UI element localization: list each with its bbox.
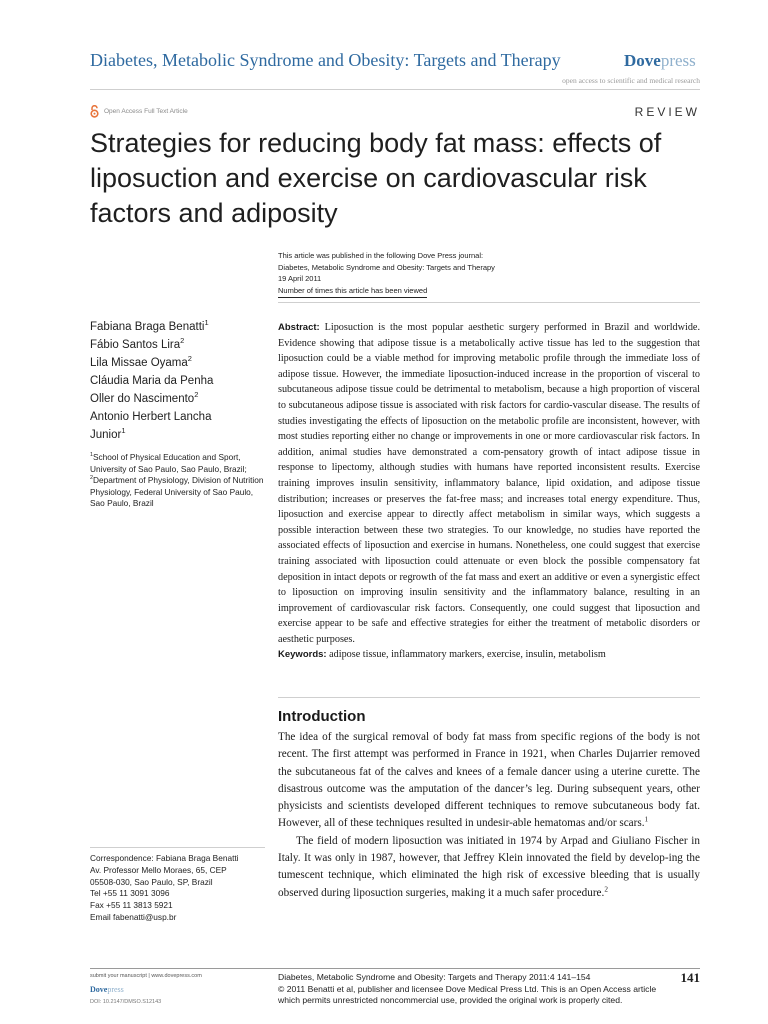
publication-info-line: This article was published in the following Dove Press journal: <box>278 251 484 260</box>
correspondence-line: Av. Professor Mello Moraes, 65, CEP <box>90 864 227 875</box>
section-divider <box>278 697 700 698</box>
author-name: Cláudia Maria da Penha <box>90 375 214 387</box>
journal-title[interactable]: Diabetes, Metabolic Syndrome and Obesity: Targets and Therapy <box>90 50 561 70</box>
abstract <box>278 320 700 663</box>
open-access-icon <box>90 105 99 118</box>
publisher-logo-bold: Dove <box>624 51 661 70</box>
keywords-label: Keywords: <box>278 649 327 661</box>
abstract-text: Liposuction is the most popular aesthetic surgery performed in Brazil and worldwide. Evidence showing that adipose tissue is a metabolically active tissue has led to the suggestion that liposuction could be a viable method for improving metabolic profile through the immediate loss of adipose tissue. However, the immediate liposuction-induced increase in the proportion of visceral to subcutaneous adipose tissue could be detrimental to metabolism, because a high proportion of visceral to subcutaneous adipose tissue is associated with risk factors for cardio-vascular disease. The results of studies investigating the effects of liposuction on the metabolic profile are inconsistent, however, with most studies reporting either no change or improvements in one or more cardiovascular risk factors. In addition, animal studies have demonstrated a com-pensatory growth of intact adipose tissue in response to lipectomy, although studies with humans have reported inconsistent results. Exercise training improves insulin sensitivity, inflammatory balance, lipid oxidation, and adipose tissue distribution; increases or preserves the fat-free mass; and increases total energy expenditure. Thus, liposuction and exercise appear to directly affect metabolism in similar ways, which suggests a possible interaction between these two strategies. To our knowledge, no studies have reported the associated effects of liposuction and exercise in humans. Nonetheless, one could suggest that exercise training associated with liposuction could attenuate or even block the possible compensatory fat deposition in intact depots or regrowth of the fat mass and exert an additive or even a synergistic effect to liposuction on improving insulin sensitivity and the inflammatory balance, resulting in an improvement of cardiovascular risk factors. Consequently, one could suggest that liposuction and exercise appear to be safe and effective strategies for either the treatment of metabolic disorders or aesthetic purposes. <box>278 322 700 645</box>
publisher-tagline: open access to scientific and medical research <box>562 76 700 85</box>
correspondence-line: Tel +55 11 3091 3096 <box>90 888 170 899</box>
correspondence-divider <box>90 847 265 848</box>
citation-line: Diabetes, Metabolic Syndrome and Obesity: Targets and Therapy 2011:4 141–154 <box>278 972 591 982</box>
affiliation-text: Department of Physiology, Division of Nutrition Physiology, Federal University of Sao Paulo, Sao Paulo, Brazil <box>90 475 264 508</box>
doi[interactable]: DOI: 10.2147/DMSO.S12143 <box>90 999 162 1005</box>
citation-ref[interactable]: 2 <box>604 884 608 893</box>
body-paragraph: The field of modern liposuction was initiated in 1974 by Arpad and Giuliano Fischer in Italy. It was only in 1987, however, that Jeffrey Klein innovated the field by develop-ing the tumescent technique, which eliminated the high risk of excessive bleeding that is usually observed during liposuction surgeries, making it a much safer procedure.$^2$ <box>278 834 700 899</box>
author-name: Oller do Nascimento$^2$ <box>90 390 199 405</box>
publication-info <box>278 250 578 298</box>
article-type: REVIEW <box>634 105 700 119</box>
author-name: Antonio Herbert Lancha <box>90 411 212 423</box>
correspondence-line: Correspondence: Fabiana Braga Benatti <box>90 853 239 863</box>
correspondence <box>90 853 270 924</box>
author-affiliations <box>90 452 265 510</box>
author-name: Junior$^1$ <box>90 426 126 441</box>
abstract-paragraph <box>278 320 700 647</box>
affiliation-marker: 2 <box>90 475 93 482</box>
author-name: Lila Missae Oyama$^2$ <box>90 354 192 369</box>
article-title: Strategies for reducing body fat mass: effects of liposuction and exercise on cardiovascular risk factors and adiposity <box>90 128 662 228</box>
open-access-label: Open Access Full Text Article <box>104 108 188 115</box>
keywords <box>278 647 700 663</box>
correspondence-line: 05508-030, Sao Paulo, SP, Brazil <box>90 876 213 887</box>
page-number: 141 <box>680 970 700 985</box>
author-name: Fabiana Braga Benatti$^1$ <box>90 318 209 333</box>
publisher-logo[interactable] <box>624 51 696 71</box>
introduction-body <box>278 729 700 902</box>
footer-divider <box>90 968 700 969</box>
open-access-badge <box>90 105 188 118</box>
affiliation-text: School of Physical Education and Sport, University of Sao Paulo, Sao Paulo, Brazil; <box>90 452 247 474</box>
publisher-logo-light: press <box>660 51 696 70</box>
keywords-text: adipose tissue, inflammatory markers, exercise, insulin, metabolism <box>329 649 606 661</box>
views-link[interactable]: Number of times this article has been viewed <box>278 285 427 299</box>
citation-ref[interactable]: 1 <box>644 815 649 824</box>
publication-date: 19 April 2011 <box>278 274 322 283</box>
publication-info-journal: Diabetes, Metabolic Syndrome and Obesity: Targets and Therapy <box>278 262 495 272</box>
footer-logo[interactable]: Dovepress <box>90 985 124 994</box>
body-paragraph: The idea of the surgical removal of body fat mass from specific regions of the body is not recent. The first attempt was performed in France in 1921, when Charles Dujarrier removed the subcutaneous fat of the calves and knees of a female dancer using a uterine curette. The disastrous outcome was the amputation of the dancer’s leg. During subsequent years, other physicists and scientists developed different techniques to remove subcutaneous body fat. However, all of these techniques resulted in undesir-able hematomas and/or scars.$^1$ <box>278 731 700 830</box>
copyright-line: © 2011 Benatti et al, publisher and licensee Dove Medical Press Ltd. This is an Open Access article <box>278 983 657 994</box>
correspondence-line: Fax +55 11 3813 5921 <box>90 900 173 911</box>
abstract-label: Abstract: <box>278 322 320 333</box>
introduction-heading: Introduction <box>278 708 366 725</box>
author-name: Fábio Santos Lira$^2$ <box>90 336 185 351</box>
correspondence-email[interactable]: Email fabenatti@usp.br <box>90 911 177 922</box>
publication-info-divider <box>278 302 700 303</box>
license-line: which permits unrestricted noncommercial use, provided the original work is properly cited. <box>278 995 623 1005</box>
submit-manuscript-link[interactable]: submit your manuscript | www.dovepress.com <box>90 973 202 979</box>
footer-citation <box>278 972 668 1007</box>
affiliation-marker: 1 <box>90 452 93 459</box>
author-list <box>90 318 270 444</box>
header-divider <box>90 89 700 90</box>
